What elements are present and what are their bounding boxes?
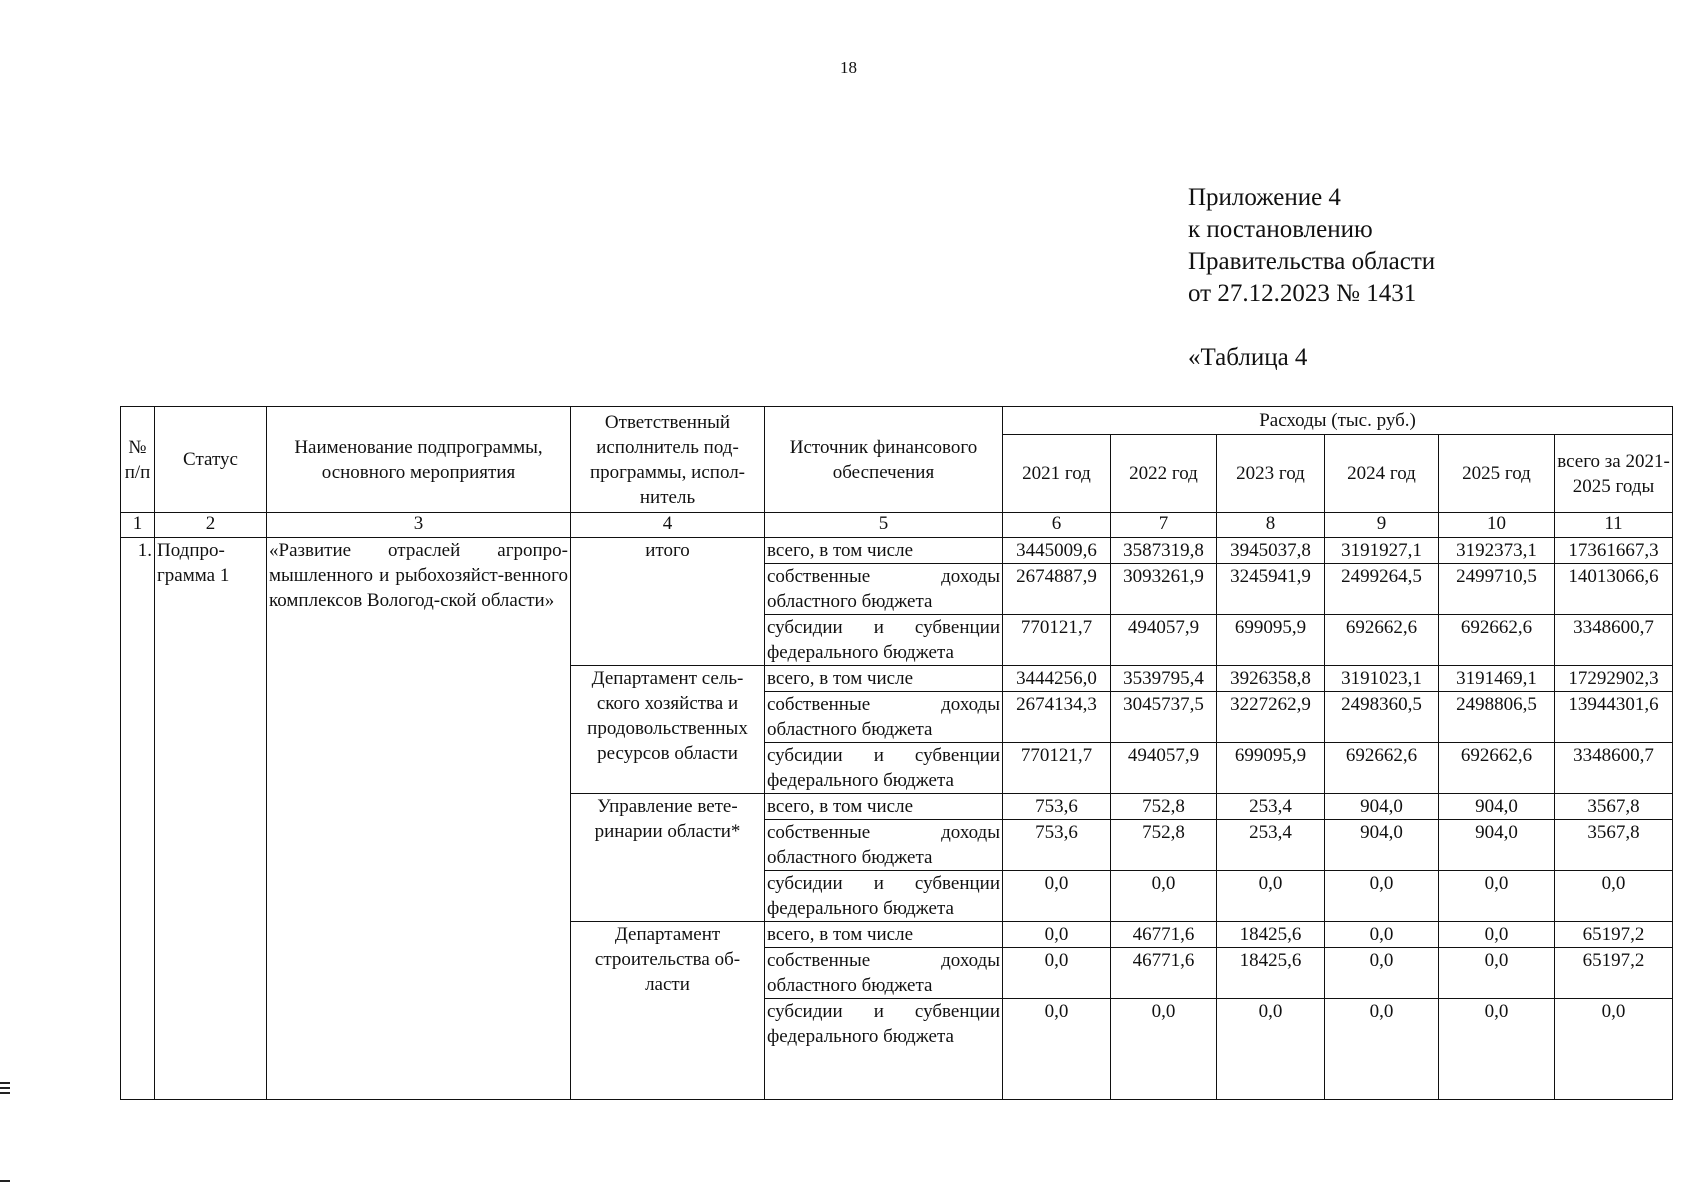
- row-value: 0,0: [1111, 871, 1217, 922]
- row-value: 692662,6: [1439, 615, 1555, 666]
- row-value: 2674887,9: [1003, 564, 1111, 615]
- column-number: 3: [267, 513, 571, 538]
- row-value: 2498806,5: [1439, 692, 1555, 743]
- row-value: 253,4: [1217, 794, 1325, 820]
- row-value: 46771,6: [1111, 948, 1217, 999]
- row-value: 0,0: [1439, 999, 1555, 1100]
- row-value: 3045737,5: [1111, 692, 1217, 743]
- row-executor: Департамент строительства об-ласти: [571, 922, 765, 1100]
- row-source: собственные доходы областного бюджета: [765, 820, 1003, 871]
- row-value: 0,0: [1439, 948, 1555, 999]
- appendix-line: к постановлению: [1188, 216, 1373, 243]
- row-value: 699095,9: [1217, 615, 1325, 666]
- table-label: «Таблица 4: [1188, 344, 1308, 371]
- budget-table: [120, 406, 1673, 1100]
- row-value: 699095,9: [1217, 743, 1325, 794]
- row-value: 0,0: [1003, 948, 1111, 999]
- row-value-total: 65197,2: [1555, 922, 1673, 948]
- column-number: 11: [1555, 513, 1673, 538]
- row-value: 692662,6: [1325, 743, 1439, 794]
- header-year: 2021 год: [1003, 435, 1111, 513]
- row-source: собственные доходы областного бюджета: [765, 948, 1003, 999]
- appendix-line: Приложение 4: [1188, 184, 1341, 211]
- header-year-total: всего за 2021-2025 годы: [1555, 435, 1673, 513]
- column-number: 4: [571, 513, 765, 538]
- row-value: 3191469,1: [1439, 666, 1555, 692]
- appendix-line: от 27.12.2023 № 1431: [1188, 280, 1417, 307]
- row-source: всего, в том числе: [765, 922, 1003, 948]
- row-value: 752,8: [1111, 794, 1217, 820]
- row-executor: Департамент сель-ского хозяйства и продовольственных ресурсов области: [571, 666, 765, 794]
- row-value: 0,0: [1439, 922, 1555, 948]
- row-value: 0,0: [1217, 999, 1325, 1100]
- row-value: 904,0: [1439, 794, 1555, 820]
- row-value: 3191023,1: [1325, 666, 1439, 692]
- row-value-total: 14013066,6: [1555, 564, 1673, 615]
- row-source: субсидии и субвенции федерального бюджета: [765, 999, 1003, 1100]
- row-value-total: 0,0: [1555, 871, 1673, 922]
- margin-dash: [0, 1180, 10, 1182]
- row-executor: Управление вете-ринарии области*: [571, 794, 765, 922]
- column-number: 2: [155, 513, 267, 538]
- row-value: 752,8: [1111, 820, 1217, 871]
- column-number: 7: [1111, 513, 1217, 538]
- column-number: 1: [121, 513, 155, 538]
- row-source: субсидии и субвенции федерального бюджета: [765, 871, 1003, 922]
- column-number: 10: [1439, 513, 1555, 538]
- row-value: 753,6: [1003, 820, 1111, 871]
- row-value: 0,0: [1439, 871, 1555, 922]
- row-value: 253,4: [1217, 820, 1325, 871]
- row-value-total: 13944301,6: [1555, 692, 1673, 743]
- row-value: 494057,9: [1111, 743, 1217, 794]
- row-number: 1.: [121, 538, 155, 1100]
- row-value: 3227262,9: [1217, 692, 1325, 743]
- row-source: собственные доходы областного бюджета: [765, 564, 1003, 615]
- row-value: 3093261,9: [1111, 564, 1217, 615]
- row-value: 0,0: [1003, 999, 1111, 1100]
- row-value: 0,0: [1003, 922, 1111, 948]
- column-number: 8: [1217, 513, 1325, 538]
- row-value: 770121,7: [1003, 743, 1111, 794]
- row-value: 904,0: [1325, 794, 1439, 820]
- row-value-total: 3567,8: [1555, 794, 1673, 820]
- row-source: субсидии и субвенции федерального бюджета: [765, 743, 1003, 794]
- header-expenses: Расходы (тыс. руб.): [1003, 407, 1673, 435]
- row-value-total: 17292902,3: [1555, 666, 1673, 692]
- row-program-name: «Развитие отраслей агропро-мышленного и рыбохозяйст-венного комплексов Вологод-ской области»: [267, 538, 571, 1100]
- row-value: 494057,9: [1111, 615, 1217, 666]
- row-value: 2674134,3: [1003, 692, 1111, 743]
- row-value: 3587319,8: [1111, 538, 1217, 564]
- appendix-header: [1188, 182, 1435, 310]
- row-value-total: 3567,8: [1555, 820, 1673, 871]
- row-value-total: 3348600,7: [1555, 615, 1673, 666]
- header-year: 2025 год: [1439, 435, 1555, 513]
- header-num: № п/п: [121, 407, 155, 513]
- column-number: 9: [1325, 513, 1439, 538]
- table-row: [121, 538, 1673, 564]
- header-year: 2023 год: [1217, 435, 1325, 513]
- row-value: 692662,6: [1439, 743, 1555, 794]
- row-value: 0,0: [1217, 871, 1325, 922]
- row-value: 0,0: [1003, 871, 1111, 922]
- row-value-total: 17361667,3: [1555, 538, 1673, 564]
- row-value: 0,0: [1325, 948, 1439, 999]
- header-year: 2022 год: [1111, 435, 1217, 513]
- row-value: 0,0: [1325, 922, 1439, 948]
- row-value-total: 3348600,7: [1555, 743, 1673, 794]
- row-value: 904,0: [1325, 820, 1439, 871]
- appendix-line: Правительства области: [1188, 248, 1436, 275]
- column-number: 5: [765, 513, 1003, 538]
- header-source: Источник финансового обеспечения: [765, 407, 1003, 513]
- row-status: Подпро-грамма 1: [155, 538, 267, 1100]
- row-value: 3945037,8: [1217, 538, 1325, 564]
- row-value: 3192373,1: [1439, 538, 1555, 564]
- row-value: 770121,7: [1003, 615, 1111, 666]
- row-value: 18425,6: [1217, 948, 1325, 999]
- column-number: 6: [1003, 513, 1111, 538]
- row-value: 2498360,5: [1325, 692, 1439, 743]
- row-value: 0,0: [1325, 999, 1439, 1100]
- row-value: 753,6: [1003, 794, 1111, 820]
- row-value: 46771,6: [1111, 922, 1217, 948]
- row-value: 904,0: [1439, 820, 1555, 871]
- row-value: 18425,6: [1217, 922, 1325, 948]
- row-value: 692662,6: [1325, 615, 1439, 666]
- row-value-total: 65197,2: [1555, 948, 1673, 999]
- row-value: 0,0: [1325, 871, 1439, 922]
- row-value: 3926358,8: [1217, 666, 1325, 692]
- row-value: 0,0: [1111, 999, 1217, 1100]
- row-source: всего, в том числе: [765, 794, 1003, 820]
- page-number: 18: [840, 58, 857, 77]
- header-year: 2024 год: [1325, 435, 1439, 513]
- margin-mark: [0, 1082, 10, 1096]
- row-executor: итого: [571, 538, 765, 666]
- row-value: 3445009,6: [1003, 538, 1111, 564]
- row-value: 2499264,5: [1325, 564, 1439, 615]
- row-value: 3191927,1: [1325, 538, 1439, 564]
- row-value: 3444256,0: [1003, 666, 1111, 692]
- row-value: 2499710,5: [1439, 564, 1555, 615]
- header-name: Наименование подпрограммы, основного мероприятия: [267, 407, 571, 513]
- row-source: собственные доходы областного бюджета: [765, 692, 1003, 743]
- row-value: 3245941,9: [1217, 564, 1325, 615]
- row-value-total: 0,0: [1555, 999, 1673, 1100]
- row-source: субсидии и субвенции федерального бюджета: [765, 615, 1003, 666]
- row-source: всего, в том числе: [765, 666, 1003, 692]
- header-status: Статус: [155, 407, 267, 513]
- row-value: 3539795,4: [1111, 666, 1217, 692]
- header-executor: Ответственный исполнитель под-программы, испол-нитель: [571, 407, 765, 513]
- row-source: всего, в том числе: [765, 538, 1003, 564]
